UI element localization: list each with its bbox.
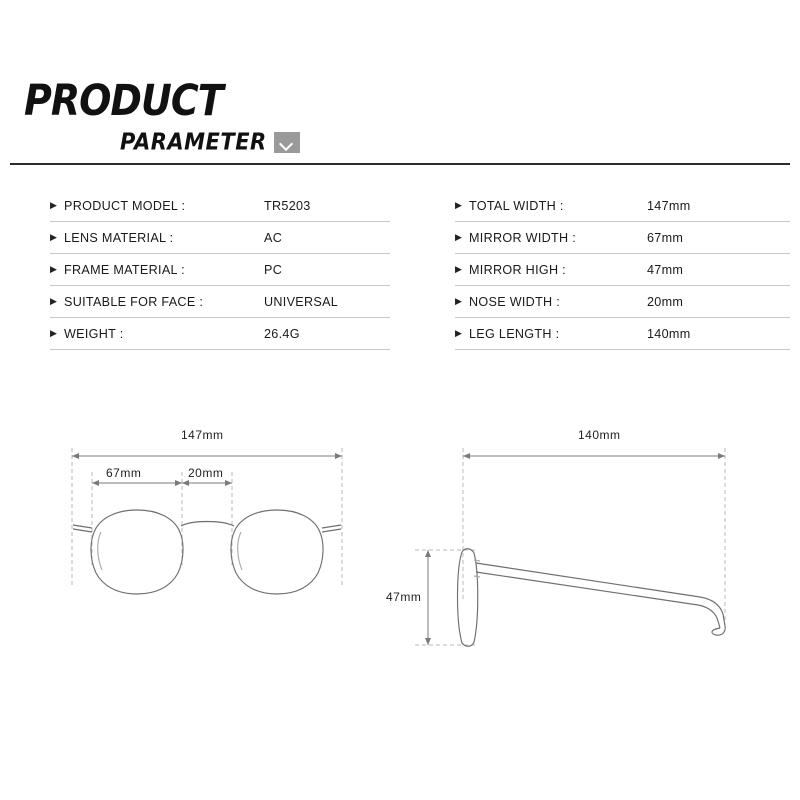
triangle-right-icon: ▶ [50,296,58,306]
page-title: PRODUCT [24,75,223,126]
triangle-right-icon: ▶ [455,296,463,306]
spec-value: AC [264,230,283,245]
spec-column-left [0,190,400,350]
triangle-right-icon: ▶ [50,200,58,210]
triangle-right-icon: ▶ [50,328,58,338]
front-view-diagram [0,400,400,700]
triangle-right-icon: ▶ [455,264,463,274]
spec-label: SUITABLE FOR FACE : [64,294,204,309]
triangle-right-icon: ▶ [455,232,463,242]
spec-label: TOTAL WIDTH : [469,198,564,213]
subtitle-row [24,130,800,154]
table-row [50,318,390,350]
spec-value: 67mm [647,230,684,245]
page-header [0,75,800,165]
spec-label: NOSE WIDTH : [469,294,561,309]
spec-value: PC [264,262,283,277]
spec-label: FRAME MATERIAL : [64,262,185,277]
triangle-right-icon: ▶ [455,200,463,210]
table-row [50,286,390,318]
triangle-right-icon: ▶ [50,264,58,274]
triangle-right-icon: ▶ [455,328,463,338]
spec-value: 140mm [647,326,691,341]
spec-value: 20mm [647,294,684,309]
spec-value: 26.4G [264,326,300,341]
spec-column-right [400,190,800,350]
eyeglasses-front-illustration [73,510,341,594]
spec-label: LENS MATERIAL : [64,230,174,245]
side-temple-length-label: 140mm [578,428,621,442]
spec-label: PRODUCT MODEL : [64,198,186,213]
front-bridge-width-label: 20mm [188,466,224,480]
side-lens-height-label: 47mm [386,590,422,604]
spec-label: WEIGHT : [64,326,124,341]
spec-value: TR5203 [264,198,311,213]
table-row [455,286,790,318]
eyeglasses-side-illustration [458,549,726,647]
spec-label: LEG LENGTH : [469,326,560,341]
table-row [455,190,790,222]
front-total-width-label: 147mm [181,428,224,442]
dimension-diagrams [0,400,800,700]
page-subtitle: PARAMETER [120,129,267,155]
chevron-down-icon [274,132,300,153]
table-row [455,222,790,254]
spec-value: 47mm [647,262,684,277]
specification-table [0,190,800,350]
spec-label: MIRROR WIDTH : [469,230,577,245]
table-row [455,318,790,350]
spec-label: MIRROR HIGH : [469,262,566,277]
spec-value: 147mm [647,198,691,213]
triangle-right-icon: ▶ [50,232,58,242]
side-guide-lines [415,448,725,645]
header-divider [10,163,790,165]
table-row [50,190,390,222]
spec-value: UNIVERSAL [264,294,339,309]
front-lens-width-label: 67mm [106,466,142,480]
table-row [50,254,390,286]
table-row [50,222,390,254]
table-row [455,254,790,286]
side-view-diagram [400,400,800,700]
title-block [0,75,800,155]
